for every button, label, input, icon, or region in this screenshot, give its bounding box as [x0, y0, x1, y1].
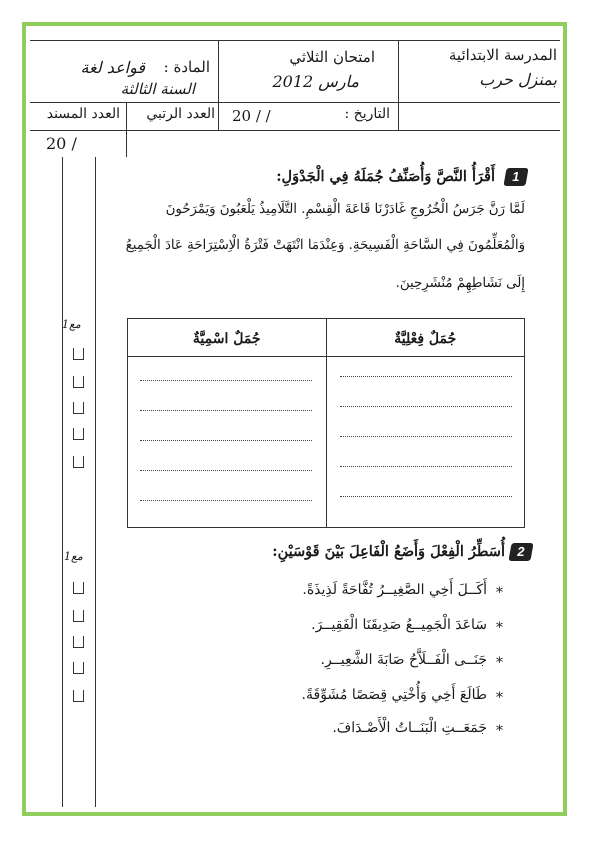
nominal-answer-cell[interactable] — [128, 357, 327, 528]
grade-label: العدد المسند — [46, 106, 120, 122]
exercise1-badge: 1 — [503, 168, 528, 186]
exam-date: مارس 2012 — [272, 72, 359, 91]
col-verbal-header — [326, 319, 524, 357]
bullet: * — [496, 690, 503, 706]
exercise1-margin-label: مع1 — [62, 318, 81, 331]
score-box[interactable] — [73, 428, 84, 440]
answer-line[interactable] — [140, 500, 312, 501]
date-value: 20 / / — [232, 107, 271, 125]
exercise1-text-line2: وَالْمُعَلِّمُونَ فِي السَّاحَةِ الْفَسِيحَةِ. وَعِنْدَمَا انْتَهَتْ فَتْرَةُ الْاِسْتِرَاحَةِ عَادَ الْجَمِيعُ — [125, 238, 525, 253]
bullet: * — [496, 585, 503, 601]
answer-line[interactable] — [140, 410, 312, 411]
col-nominal-label: جُمَلٌ اسْمِيَّةٌ — [192, 331, 261, 347]
margin-right-rule — [95, 157, 96, 807]
exercise2-margin-label: مع1 — [64, 550, 83, 563]
score-box[interactable] — [73, 690, 84, 702]
bullet: * — [496, 655, 503, 671]
bullet: * — [496, 723, 503, 739]
score-box[interactable] — [73, 402, 84, 414]
exercise2-item-3: جَنَــى الْفَــلَاَّحُ صَابَةَ الشَّعِيــرِ. — [320, 652, 487, 668]
answer-line[interactable] — [140, 380, 312, 381]
header-top-rule — [30, 40, 560, 41]
verbal-answer-cell[interactable] — [326, 357, 524, 528]
date-label: التاريخ : — [344, 106, 390, 122]
score-box[interactable] — [73, 348, 84, 360]
rank-label: العدد الرتبي — [146, 106, 215, 122]
score-box[interactable] — [73, 636, 84, 648]
header-divider-2 — [218, 40, 219, 130]
answer-line[interactable] — [140, 440, 312, 441]
score-box[interactable] — [73, 610, 84, 622]
exercise2-item-1: أَكَــلَ أَخِي الصَّغِيــرُ تُفَّاحَةً لَذِيذَةً. — [302, 582, 487, 598]
school-name: المدرسة الابتدائية — [448, 46, 557, 64]
header-lower-rule — [30, 130, 560, 131]
margin-left-rule — [62, 157, 63, 807]
answer-line[interactable] — [340, 436, 512, 437]
exercise2-item-2: سَاعَدَ الْجَمِيــعُ صَدِيقَنَا الْفَقِيــرَ. — [311, 617, 487, 633]
exercise2-item-4: طَالَعَ أَخِي وَأُخْتِي قِصَصًا مُشَوِّقَةً. — [301, 687, 487, 703]
score-box[interactable] — [73, 456, 84, 468]
answer-line[interactable] — [140, 470, 312, 471]
school-town: بمنزل حرب — [479, 70, 557, 89]
exam-title: امتحان الثلاثي — [289, 48, 375, 66]
header-divider-1 — [398, 40, 399, 130]
score-box[interactable] — [73, 376, 84, 388]
exercise1-text-line1: لَمَّا رَنَّ جَرَسُ الْخُرُوجِ غَادَرْنَا قَاعَةَ الْقِسْمِ. التَّلَامِيذُ يَلْعَبُونَ وَيَمْرَحُونَ — [165, 202, 525, 217]
score-box[interactable] — [73, 582, 84, 594]
col-nominal-header — [128, 319, 327, 357]
answer-line[interactable] — [340, 376, 512, 377]
header-bottom-rule — [30, 102, 560, 103]
answer-line[interactable] — [340, 466, 512, 467]
header-divider-3 — [126, 102, 127, 157]
bullet: * — [496, 620, 503, 636]
score-box[interactable] — [73, 662, 84, 674]
exercise2-instruction: أُسَطِّرُ الْفِعْلَ وَأَضَعُ الْفَاعِلَ بَيْنَ قَوْسَيْنِ: — [272, 543, 505, 560]
subject-label: المادة : — [163, 58, 210, 76]
answer-line[interactable] — [340, 406, 512, 407]
exercise2-badge: 2 — [508, 543, 533, 561]
col-verbal-label: جُمَلٌ فِعْلِيَّةٌ — [394, 331, 457, 347]
exercise1-text-line3: إِلَى نَشَاطِهِمْ مُنْشَرِحِينَ. — [395, 276, 525, 291]
grade-value: 20 / — [46, 134, 77, 153]
exercise2-item-5: جَمَعَــتِ الْبَنَــاتُ الْأَصْـدَافَ. — [332, 720, 487, 736]
exercise1-instruction: أَقْرَأُ النَّصَّ وَأُصَنِّفُ جُمَلَهُ فِي الْجَدْوَلِ: — [276, 168, 495, 185]
answer-line[interactable] — [340, 496, 512, 497]
grade-level: السنة الثالثة — [120, 80, 195, 98]
subject-value: قواعد لغة — [80, 58, 145, 77]
